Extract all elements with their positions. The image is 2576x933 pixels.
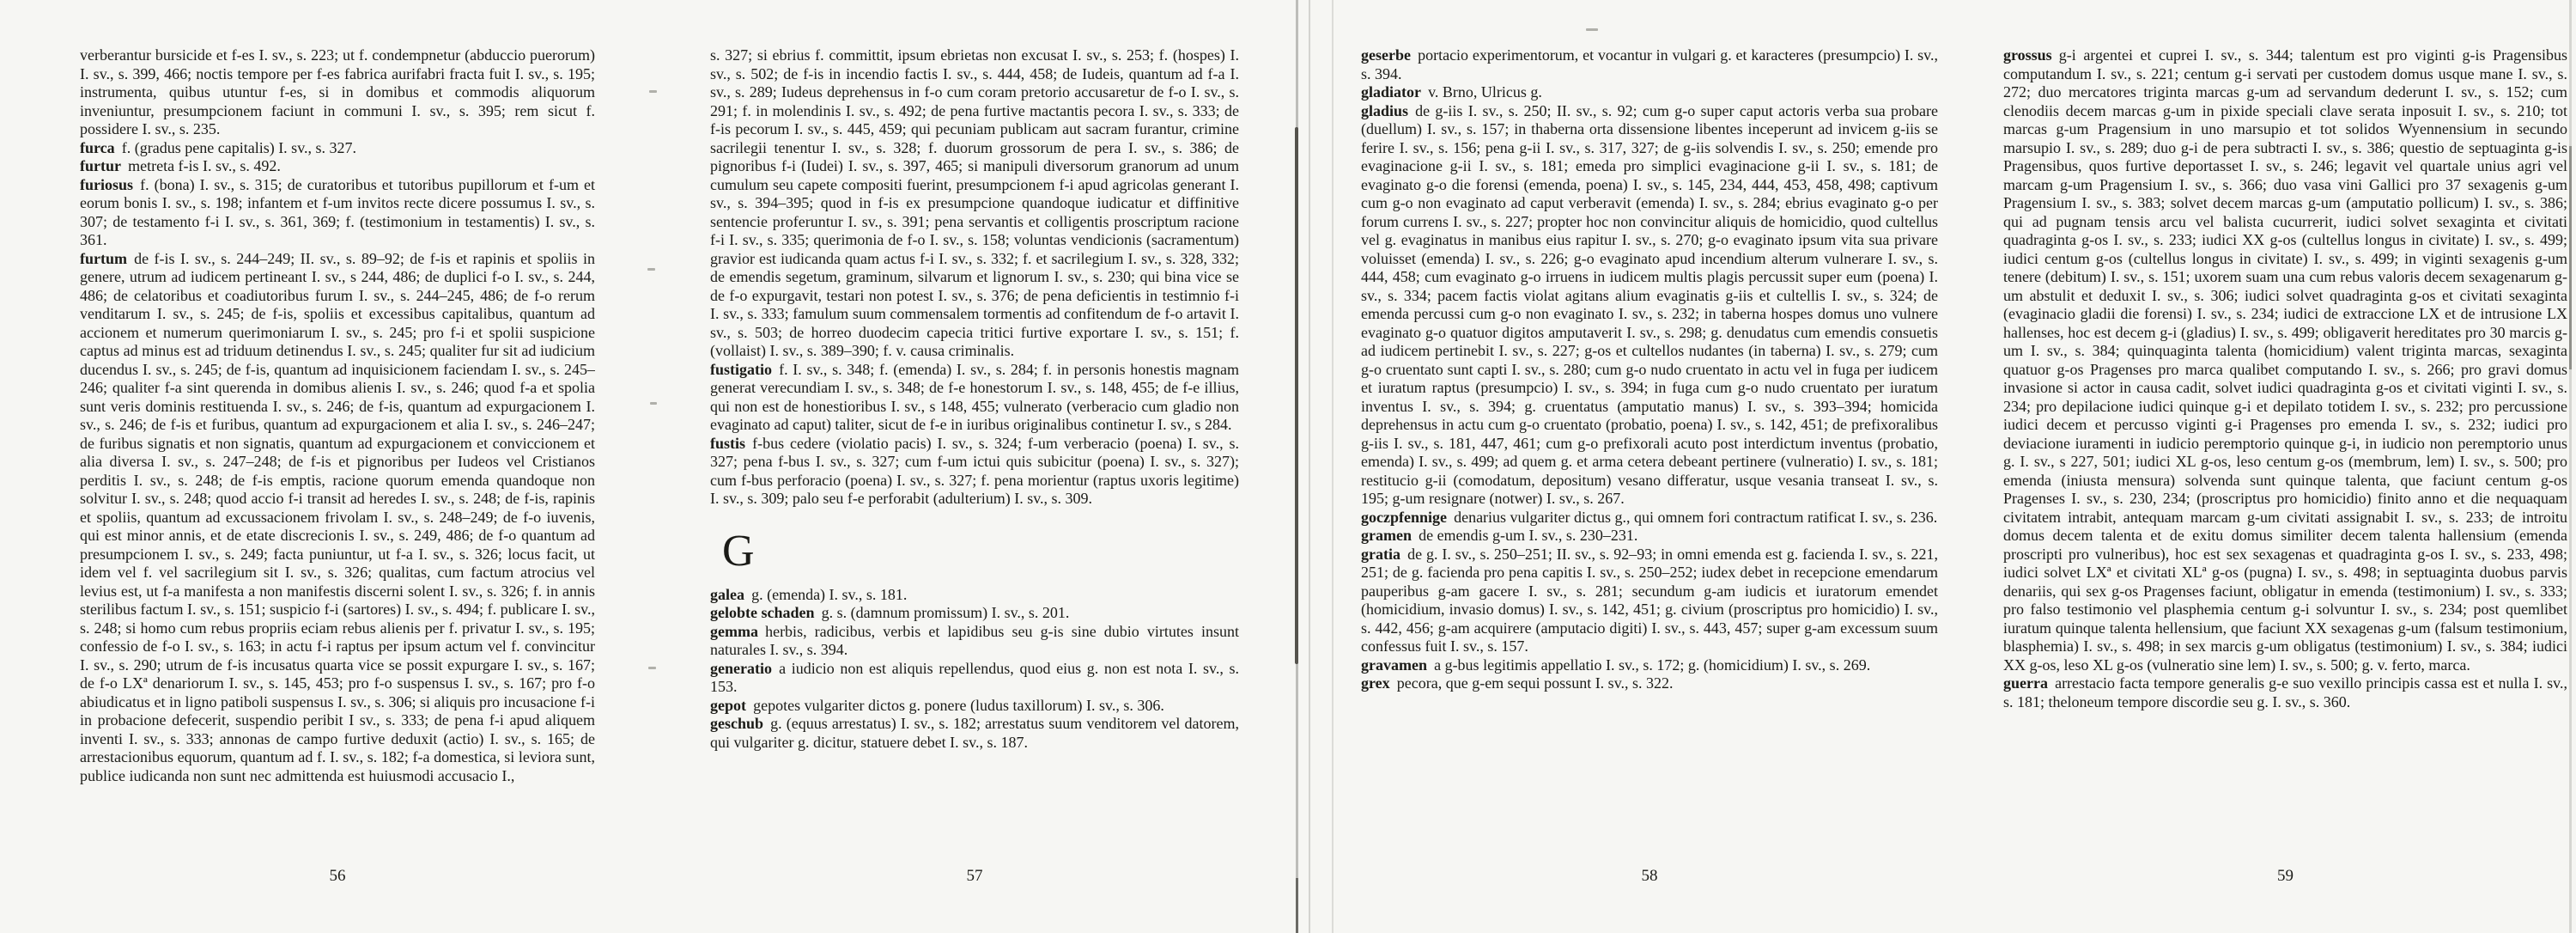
entry-galea bbox=[710, 586, 1239, 605]
entry-text: g. (emenda) I. sv., s. 181. bbox=[751, 585, 908, 603]
headword: galea bbox=[710, 585, 744, 603]
entry-text: de g. I. sv., s. 250–251; II. sv., s. 92–93; in omni emenda est g. facienda I. sv., s. 221, 251; de g. facienda pro pena capitis I. sv., s. 250–252; iudex debet in recepcione emendarum pauperibus g-am gacere I. sv., s. 281; secundum g-am iudicis et iuratorum emendet (homicidium, invasio domus) I. sv., s. 142, 451; g. civium (proscriptus pro homicidio) I. sv., s. 442, 456; g-am acquirere (amputacio digiti) I. sv., s. 443, 457; super g-am excessum suum confessus fuit I. sv., s. 157. bbox=[1361, 545, 1938, 655]
entry-gelobte-schaden bbox=[710, 604, 1239, 623]
entry-text: herbis, radicibus, verbis et lapidibus seu g-is sine dubio virtutes insunt naturales I. sv., s. 394. bbox=[710, 622, 1239, 658]
headword: gladius bbox=[1361, 101, 1409, 119]
page-edge-dark-segment bbox=[2569, 146, 2572, 369]
headword: grossus bbox=[2003, 46, 2052, 64]
headword: furtur bbox=[80, 157, 121, 174]
headword: grex bbox=[1361, 674, 1390, 692]
entry-text: arrestacio facta tempore generalis g-e suo vexillo principis cassa est et nulla I. sv., s. 181; theloneum tempore discordie seu g. I. sv., s. 360. bbox=[2003, 674, 2567, 710]
gutter-divider-line-3 bbox=[1332, 0, 1334, 933]
entry-fustis bbox=[710, 435, 1239, 509]
headword: gelobte schaden bbox=[710, 604, 815, 621]
headword: furtum bbox=[80, 249, 127, 267]
headword: gemma bbox=[710, 622, 758, 640]
headword: goczpfennige bbox=[1361, 508, 1447, 526]
entry-gepot bbox=[710, 697, 1239, 716]
headword: fustis bbox=[710, 434, 746, 452]
entry-text: g-i argentei et cuprei I. sv., s. 344; talentum est pro viginti g-is Pragensibus computandum I. sv., s. 221; centum g-i servati per custodem domus usque mane I. sv., s. 272; duo mercatores triginta marcas g-um ad servandum dederunt I. sv., s. 152; cum clenodiis decem marcas g-um in pixide speciali clave serata inposuit I. sv., s. 210; tot marcas g-um Pragensium in uno marsupio et tot solidos Wyennensium in secundo marsupio I. sv., s. 289; duo g-i de pera subtracti I. sv., s. 386; questio de septuaginta g-is Pragensibus, quos furtive deportasset I. sv., s. 246; legavit vel quartale unius agri vel marcam g-um Pragensium I. sv., s. 366; duo vasa vini Gallici pro 37 sexagenis g-um Pragensium I. sv., s. 383; solvet decem marcas g-um (amputatio pollicum) I. sv., s. 386; qui ad pugnam tensis arcu vel balista cucurrerit, iudici solvet sexaginta et civitati quadraginta g-os I. sv., s. 233; iudici XX g-os (cultellus longus in civitate) I. sv., s. 499; iudici centum g-os (cultellus longus in civitate) I. sv., s. 499; in viginti sexagenis g-um tenere (debitum) I. sv., s. 151; uxorem suam una cum rebus valoris decem sexagenarum g-um abstulit et deduxit I. sv., s. 306; iudici solvet quadraginta g-os et civitati sexaginta (evaginacio gladii die forensi) I. sv., s. 234; iudici de extraccione LX et de intrusione LX hallenses, hoc est decem g-i (gladius) I. sv., s. 499; obligaverit hereditates pro 30 marcis g-um I. sv., s. 384; quinquaginta talenta (homicidium) valent triginta marcas, sexaginta quatuor g-os Pragenses pro marca qualibet computando I. sv., s. 266; pro gravi domus invasione si actor in causa cadit, solvet iudici quadraginta g-os et civitati viginti I. sv., s. 234; pro depilacione iudici quinque g-i et depilato totidem I. sv., s. 232; pro percussione iudici decem et percusso viginti g-i Pragenses pro emenda I. sv., s. 232; iudici pro deviacione iuramenti in iudicio peremptorio quinque g-i, in iudicio non peremptorio unus g. I. sv., s 227, 501; iudici XL g-os, leso centum g-os (membrum, lem) I. sv., s. 500; pro emenda (iniusta mensura) solvenda sunt quinque talenta, que faciunt centum g-os Pragenses I. sv., s. 230, 234; (proscriptus pro homicidio) finito anno et die nequaquam civitatem intrabit, antequam marcam g-um civitati assignabit I. sv., s. 233; de introitu domus decem talenta et de exitu domus similiter decem talenta hallensium (emenda proscripti pro vulneribus), hoc est sex sexagenas et quadraginta g-os I. sv., s. 233, 498; iudici solvet LXª et civitati XLª g-os (pugna) I. sv., s. 498; in septuaginta duobus parvis denariis, qui sex g-os Pragenses faciunt, obligatur in emenda (testimonium) I. sv., s. 333; pro falso testimonio vel plasphemia centum g-i solvuntur I. sv., s. 234; post quemlibet iuratum quinque talenta hellensium, que faciunt XX sexagenas g-um (falsum testimonium, blasphemia) I. sv., s. 498; in sex marcis g-um obligatus (testimonium) I. sv., s. 384; iudici XX g-os, leso XL g-os (vulneratio sine lem) I. sv., s. 500; g. v. ferto, marca. bbox=[2003, 46, 2567, 674]
headword: furiosus bbox=[80, 175, 134, 193]
entry-gratia bbox=[1361, 546, 1938, 656]
entry-continuation-furtum bbox=[710, 46, 1239, 361]
entry-text: a iudicio non est aliquis repellendus, quod eius g. non est nota I. sv., s. 153. bbox=[710, 659, 1239, 695]
page-edge-line bbox=[2569, 0, 2572, 933]
entry-text: metreta f-is I. sv., s. 492. bbox=[128, 157, 281, 174]
headword: guerra bbox=[2003, 674, 2048, 692]
entry-gladius bbox=[1361, 102, 1938, 509]
headword: fustigatio bbox=[710, 360, 772, 378]
page-58 bbox=[1361, 46, 1938, 861]
headword: gramen bbox=[1361, 527, 1412, 544]
entry-gravamen bbox=[1361, 656, 1938, 675]
entry-grossus bbox=[2003, 46, 2567, 674]
gutter-divider-dark-segment-bottom bbox=[1296, 878, 1298, 933]
entry-text: de emendis g-um I. sv., s. 230–231. bbox=[1419, 527, 1638, 544]
entry-text: v. Brno, Ulricus g. bbox=[1428, 83, 1542, 101]
headword: generatio bbox=[710, 659, 772, 677]
headword: gladiator bbox=[1361, 83, 1421, 101]
entry-gramen bbox=[1361, 527, 1938, 546]
entry-furca bbox=[80, 139, 595, 158]
entry-goczpfennige bbox=[1361, 509, 1938, 527]
entry-text: portacio experimentorum, et vocantur in vulgari g. et karacteres (presumpcio) I. sv., s. 394. bbox=[1361, 46, 1938, 82]
headword: gratia bbox=[1361, 545, 1400, 563]
entry-text: g. (equus arrestatus) I. sv., s. 182; arrestatus suum venditorem vel datorem, qui vulgariter g. dicitur, statuere debet I. sv., s. 187. bbox=[710, 715, 1239, 751]
entry-text: gepotes vulgariter dictos g. ponere (ludus taxillorum) I. sv., s. 306. bbox=[753, 696, 1164, 714]
entry-text: verberantur bursicide et f-es I. sv., s. 223; ut f. condempnetur (abduccio puerorum) I. sv., s. 399, 466; noctis tempore per f-es fabrica aurifabri fracta fuit I. sv., s. 195; instrumenta, quibus utuntur f-es, si in domibus et commodis aliquorum inveniuntur, presumpcionem faciunt in communi I. sv., s. 395; rem sicut f. possidere I. sv., s. 235. bbox=[80, 46, 595, 137]
entry-guerra bbox=[2003, 674, 2567, 711]
entry-geschub bbox=[710, 715, 1239, 752]
scan-artifact-dash bbox=[650, 402, 657, 405]
entry-text: f-bus cedere (violatio pacis) I. sv., s. 324; f-um verberacio (poena) I. sv., s. 327; pena f-bus I. sv., s. 327; cum f-um ictui quis subicitur (poena) I. sv., s. 327); cum f-bus perforacio (poena) I. sv., s. 327; f. pena morientur (raptus uxoris legitime) I. sv., s. 309; palo seu f-e perforabit (adulterium) I. sv., s. 309. bbox=[710, 434, 1239, 507]
headword: geserbe bbox=[1361, 46, 1411, 64]
scan-artifact-dash bbox=[648, 667, 656, 669]
entry-continuation-fur bbox=[80, 46, 595, 139]
entry-text: s. 327; si ebrius f. committit, ipsum ebrietas non excusat I. sv., s. 253; f. (hospes) I. sv., s. 502; de f-is in incendio factis I. sv., s. 444, 458; de Iudeis, quantum ad f-a I. sv., s. 289; Iudeus deprehensus in f-o cum coram pretorio accusaretur de f-o I. sv., s. 291; f. in molendinis I. sv., s. 492; de pena furtive mactantis pecora I. sv., s. 333; de f-is pecorum I. sv., s. 445, 459; qui pecuniam publicam aut sacram furantur, crimine sacrilegii tenentur I. sv., s. 328; f. duorum grossorum de pera I. sv., s. 386; de pignoribus f-i (Iudei) I. sv., s. 397, 465; si manipuli diversorum granorum ad unum cumulum seu capete compositi fuerint, presumpcionem f-i apud agricolas generant I. sv., s. 394–395; quod in f-is ex presumpcione quandoque iudicatur et diffinitive sentencie proferuntur I. sv., s. 391; pena servantis et colligentis proscriptum racione f-i I. sv., s. 335; querimonia de f-o I. sv., s. 158; voluntas vendicionis (sacramentum) gravior est iudicanda quam actus f-i I. sv., s. 332; f. et sacrilegium I. sv., s. 328, 332; de emendis segetum, graminum, silvarum et lignorum I. sv., s. 230; qui bina vice se de f-o expurgavit, testari non potest I. sv., s. 376; de pena deficientis in testimnio f-i I. sv., s. 333; famulum suum commensalem tormentis ad confitendum de f-o artavit I. sv., s. 503; de horreo duodecim capecia tritici furtive exportare I. sv., s. 151; f. (vollaist) I. sv., s. 389–390; f. v. causa criminalis. bbox=[710, 46, 1239, 359]
scan-artifact-dash bbox=[1586, 28, 1598, 31]
entry-furiosus bbox=[80, 176, 595, 250]
gutter-divider-line-2 bbox=[1309, 0, 1310, 933]
entry-text: a g-bus legitimis appellatio I. sv., s. 172; g. (homicidium) I. sv., s. 269. bbox=[1434, 656, 1871, 674]
headword: furca bbox=[80, 138, 115, 156]
page-59 bbox=[2003, 46, 2567, 861]
scan-artifact-dash bbox=[647, 268, 655, 271]
entry-furtur bbox=[80, 157, 595, 176]
page-number-58: 58 bbox=[1641, 867, 1658, 885]
entry-gemma bbox=[710, 623, 1239, 660]
page-57 bbox=[710, 46, 1239, 861]
page-56 bbox=[80, 46, 595, 861]
page-number-57: 57 bbox=[966, 867, 983, 885]
entry-text: de f-is I. sv., s. 244–249; II. sv., s. 89–92; de f-is et rapinis et spoliis in genere, utrum ad iudicem pertineant I. sv., s 244, 486; de duplici f-o I. sv., s. 244, 486; de celatoribus et coadiutoribus furum I. sv., s. 244–245, 486; de f-o rerum venditarum I. sv., s. 245; de f-is, spoliis et excessibus capitalibus, quantum ad accionem et numerum querimoniarum I. sv., s. 245; pro f-i et spolii suspicione captus ad minus est ad triduum detinendus I. sv., s. 245; qualiter fur sit ad iudicium ducendus I. sv., s. 245; de f-is, quantum ad inquisicionem faciendam I. sv., s. 245–246; qualiter f-a sint querenda in domibus alienis I. sv., s. 246; quod f-a et spolia sunt veris dominis restituenda I. sv., s. 246; de f-is, quantum ad expurgacionem I. sv., s. 246; de f-is et furibus, quantum ad expurgacionem et alia I. sv., s. 246–247; de furibus signatis et non signatis, quantum ad expurgacionem et conviccionem et alia diversa I. sv., s. 247–248; de f-is et pignoribus per Iudeos vel Cristianos perditis I. sv., s. 248; de f-is emptis, racione quorum emenda quandoque non solvitur I. sv., s. 248; quod accio f-i transit ad heredes I. sv., s. 248; de f-is, rapinis et spoliis, quantum ad excussacionem frivolam I. sv., s. 248–249; de f-o iuvenis, qui est minor annis, et de etate discrecionis I. sv., s. 249, 486; de f-o quantum ad presumpcionem I. sv., s. 249; facta puniuntur, ut f-a I. sv., s. 326; locus facit, ut idem vel f. vel sacrilegium sit I. sv., s. 326; qualitas, cum factum atrocius vel levius est, ut f-a manifesta a non manifestis discerni solent I. sv., s. 326; f. in annis sterilibus factum I. sv., s. 151; suspicio f-i (sartores) I. sv., s. 494; f. publicare I. sv., s. 248; si homo cum rebus propriis eciam rebus alienis per f. privatur I. sv., s. 195; confessio de f-o I. sv., s. 163; in actu f-i raptus per ipsum actum vel f. convincitur I. sv., s. 290; utrum de f-is incusatus quarta vice se possit expurgare I. sv., s. 167; de f-o LXª denariorum I. sv., s. 145, 453; pro f-o suspensus I. sv., s. 167; pro f-o abiudicatus et in ligno patiboli suspensus I. sv., s. 306; si aliquis pro incusacione f-i in probacione defecerit, suspendio peribit I sv., s. 333; de pena f-i apud aliquem inventi I. sv., s. 333; annonas de campo furtive deduxit (actio) I. sv., s. 165; de arrestacionibus equorum, quantum ad f. I. sv., s. 182; f-a domestica, si leviora sunt, publice iudicanda non sunt nec admittenda est huiusmodi accusacio I., bbox=[80, 249, 595, 784]
entry-text: f. (gradus pene capitalis) I. sv., s. 327. bbox=[121, 138, 357, 156]
entry-text: g. s. (damnum promissum) I. sv., s. 201. bbox=[821, 604, 1070, 621]
headword: gepot bbox=[710, 696, 746, 714]
entry-geserbe bbox=[1361, 46, 1938, 83]
headword: geschub bbox=[710, 715, 764, 732]
entry-generatio bbox=[710, 660, 1239, 697]
headword: gravamen bbox=[1361, 656, 1427, 674]
entry-gladiator bbox=[1361, 83, 1938, 102]
page-number-59: 59 bbox=[2277, 867, 2293, 885]
gutter-divider-dark-segment bbox=[1295, 127, 1298, 664]
entry-text: de g-iis I. sv., s. 250; II. sv., s. 92; cum g-o super caput actoris verba sua probare (duellum) I. sv., s. 157; in thaberna orta dissensione libentes inceperunt ad invicem g-iis se ferire I. sv., s. 156; pena g-ii I. sv., s. 317, 327; de g-iis solvendis I. sv., s. 250; emende pro evaginacione g-ii I. sv., s. 181; emeda pro simplici evaginacione g-ii I. sv., s. 181; de evaginato g-o die forensi (emenda, poena) I. sv., s. 145, 234, 444, 453, 458, 498; captivum cum g-o non evaginato ad caput verberavit (emenda) I. sv., s. 284; ebrius evaginato g-o per forum currens I. sv., s. 227; propter hoc non convincitur aliquis de homicidio, quod cultellus vel g. evaginatus in manibus eius rapitur I. sv., s. 270; g-o evaginato ipsum vita sua privare voluisset (emenda) I. sv., s. 226; g-o evaginato apud incendium alterum vulnerare I. sv., s. 444, 458; cum evaginato g-o irruens in iudicem multis plagis percussit super eum (poena) I. sv., s. 334; pacem factis violat agitans alium evaginatis g-iis et cultellis I. sv., s. 324; de emenda percussi cum g-o non evaginato I. sv., s. 232; in taberna hospes domus uno vulnere evaginato g-o quatuor digitos amputaverit I. sv., s. 298; g. denudatus cum emendis consuetis ad iudicem pertinebit I. sv., s. 227; g-os et cultellos nudantes (in taberna) I. sv., s. 279; cum g-o cruentato sunt capti I. sv., s. 280; cum g-o nudo cruentato in actu vel in fuga per iudicem et iuratum raptus (presumpcio) I. sv., s. 394; in fuga cum g-o nudo cruentato per iuratum inventus I. sv., s. 394; g. cruentatus (amputatio manus) I. sv., s. 393–394; homicida deprehensus in actu cum g-o cruentato (probatio, poena) I. sv., s. 142, 451; de prefixoralibus g-iis I. sv., s. 181, 447, 461; cum g-o prefixorali acuto post interdictum inventus (probatio, emenda) I. sv., s. 499; ad quem g. et arma cetera debeant pertinere (vulneratio) I. sv., s. 181; restitucio g-ii (comodatum, depositum) vesano differatur, usque vesania transeat I. sv., s. 195; g-um resignare (notwer) I. sv., s. 267. bbox=[1361, 101, 1938, 507]
section-heading-G: G bbox=[722, 526, 755, 576]
entry-grex bbox=[1361, 674, 1938, 693]
entry-text: f. (bona) I. sv., s. 315; de curatoribus et tutoribus pupillorum et f-um et eorum bonis I. sv., s. 198; infantem et f-um invitos recte dicere possumus I. sv., s. 307; de testamento f-i I. sv., s. 361, 369; f. (testimonium in testamentis) I. sv., s. 361. bbox=[80, 175, 595, 248]
entry-text: pecora, que g-em sequi possunt I. sv., s. 322. bbox=[1396, 674, 1674, 692]
entry-furtum bbox=[80, 250, 595, 786]
entry-text: denarius vulgariter dictus g., qui omnem fori contractum ratificat I. sv., s. 236. bbox=[1454, 508, 1938, 526]
entry-fustigatio bbox=[710, 361, 1239, 435]
scan-artifact-dash bbox=[649, 90, 657, 93]
page-number-56: 56 bbox=[329, 867, 346, 885]
entry-text: f. I. sv., s. 348; f. (emenda) I. sv., s. 284; f. in personis honestis magnam generat verecundiam I. sv., s. 348; de f-e honestorum I. sv., s. 148, 455; de f-e illius, qui non est de honestioribus I. sv., s 148, 455; vulnerato (verberacio cum gladio non evaginato ad caput) taliter, sicut de f-e in iuribus originalibus continetur I. sv., s 284. bbox=[710, 360, 1239, 433]
